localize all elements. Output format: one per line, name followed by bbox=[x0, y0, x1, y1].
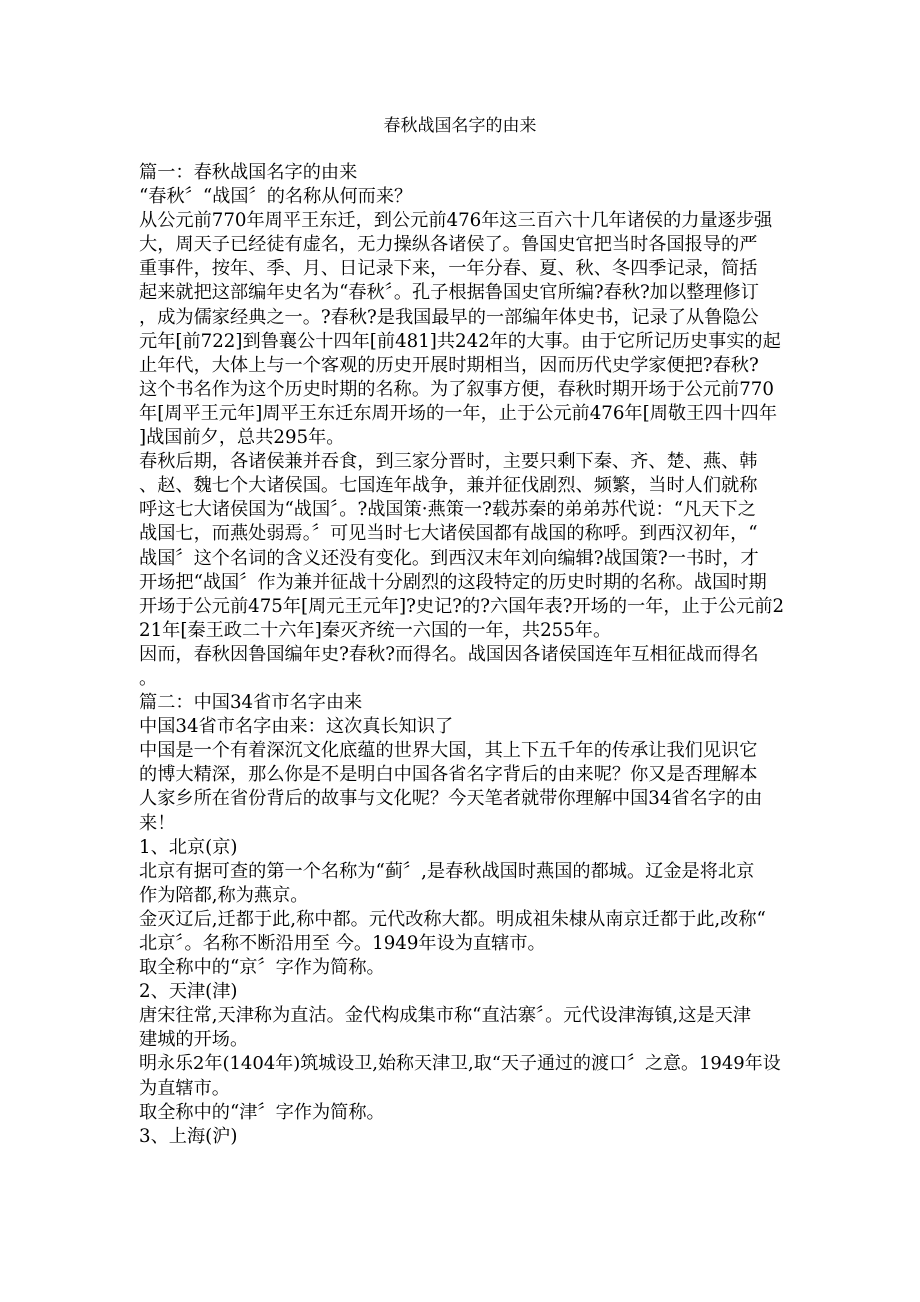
text-line: 战国〞这个名词的含义还没有变化。到西汉末年刘向编辑?战国策?一书时，才 bbox=[139, 547, 759, 569]
text-line: 唐宋往常,天津称为直沽。金代构成集市称“直沽寨〞。元代设津海镇,这是天津 bbox=[139, 1005, 751, 1027]
text-line: 止年代，大体上与一个客观的历史开展时期相当，因而历代史学家便把?春秋? bbox=[139, 354, 759, 376]
text-line: 金灭辽后,迁都于此,称中都。元代改称大都。明成祖朱棣从南京迁都于此,改称“ bbox=[139, 908, 766, 930]
text-line: 取全称中的“津〞字作为简称。 bbox=[139, 1101, 385, 1123]
text-line: 人家乡所在省份背后的故事与文化呢？今天笔者就带你理解中国34省名字的由 bbox=[139, 788, 763, 810]
text-line: 的博大精深，那么你是不是明白中国各省名字背后的由来呢？你又是否理解本 bbox=[139, 764, 758, 786]
text-line: 篇一：春秋战国名字的由来 bbox=[139, 162, 358, 183]
text-line: 从公元前770年周平王东迁，到公元前476年这三百六十几年诸侯的力量逐步强 bbox=[139, 210, 773, 232]
text-line: 篇二：中国34省市名字由来 bbox=[139, 692, 363, 714]
text-line: 、赵、魏七个大诸侯国。七国连年战争，兼并征伐剧烈、频繁，当时人们就称 bbox=[139, 475, 758, 497]
text-line: 取全称中的“京〞字作为简称。 bbox=[139, 957, 385, 979]
text-line: 作为陪都,称为燕京。 bbox=[139, 884, 309, 906]
text-line: 1、北京(京) bbox=[139, 836, 238, 858]
document-body bbox=[139, 161, 784, 1149]
text-line: 建城的开场。 bbox=[139, 1029, 249, 1051]
text-line: 呼这七大诸侯国为“战国〞。?战国策·燕策一?载苏秦的弟弟苏代说：“凡天下之 bbox=[139, 499, 756, 521]
text-line: 元年[前722]到鲁襄公十四年[前481]共242年的大事。由于它所记历史事实的起 bbox=[139, 330, 781, 352]
text-line: 战国七，而燕处弱焉。〞可见当时七大诸侯国都有战国的称呼。到西汉初年，“ bbox=[139, 523, 758, 545]
text-line: 3、上海(沪) bbox=[139, 1125, 238, 1147]
text-line: 为直辖市。 bbox=[139, 1077, 230, 1099]
text-line: ]战国前夕，总共295年。 bbox=[139, 427, 345, 449]
text-line: 明永乐2年(1404年)筑城设卫,始称天津卫,取“天子通过的渡口〞之意。1949年设 bbox=[139, 1053, 781, 1075]
text-line: 中国是一个有着深沉文化底蕴的世界大国，其上下五千年的传承让我们见识它 bbox=[139, 740, 758, 762]
text-line: 21年[秦王政二十六年]秦灭齐统一六国的一年，共255年。 bbox=[139, 619, 612, 641]
text-line: 开场把“战国〞作为兼并征战十分剧烈的这段特定的历史时期的名称。战国时期 bbox=[139, 571, 767, 593]
text-line: 。 bbox=[139, 667, 158, 689]
text-line: 大，周天子已经徒有虚名，无力操纵各诸侯了。鲁国史官把当时各国报导的严 bbox=[139, 234, 758, 256]
text-line: 春秋后期，各诸侯兼并吞食，到三家分晋时，主要只剩下秦、齐、楚、燕、韩 bbox=[139, 451, 758, 473]
text-line: 因而，春秋因鲁国编年史?春秋?而得名。战国因各诸侯国连年互相征战而得名 bbox=[139, 643, 759, 665]
text-line: 年[周平王元年]周平王东迁东周开场的一年，止于公元前476年[周敬王四十四年 bbox=[139, 402, 778, 424]
text-line: 开场于公元前475年[周元王元年]?史记?的?六国年表?开场的一年，止于公元前2 bbox=[139, 595, 785, 617]
text-line: “春秋〞“战国〞的名称从何而来？ bbox=[139, 186, 413, 208]
text-line: 重事件，按年、季、月、日记录下来，一年分春、夏、秋、冬四季记录，简括 bbox=[139, 258, 758, 280]
text-line: 北京有据可查的第一个名称为“蓟〞,是春秋战国时燕国的都城。辽金是将北京 bbox=[139, 860, 755, 882]
text-line: ，成为儒家经典之一。?春秋?是我国最早的一部编年体史书，记录了从鲁隐公 bbox=[139, 306, 759, 328]
text-line: 来！ bbox=[139, 812, 176, 834]
text-line: 2、天津(津) bbox=[139, 981, 238, 1003]
text-line: 北京〞。名称不断沿用至 今。1949年设为直辖市。 bbox=[139, 933, 546, 954]
text-line: 起来就把这部编年史名为“春秋〞。孔子根据鲁国史官所编?春秋?加以整理修订 bbox=[139, 282, 759, 304]
document-title: 春秋战国名字的由来 bbox=[383, 116, 537, 136]
text-line: 这个书名作为这个历史时期的名称。为了叙事方便，春秋时期开场于公元前770 bbox=[139, 378, 774, 400]
text-line: 中国34省市名字由来：这次真长知识了 bbox=[139, 716, 454, 738]
